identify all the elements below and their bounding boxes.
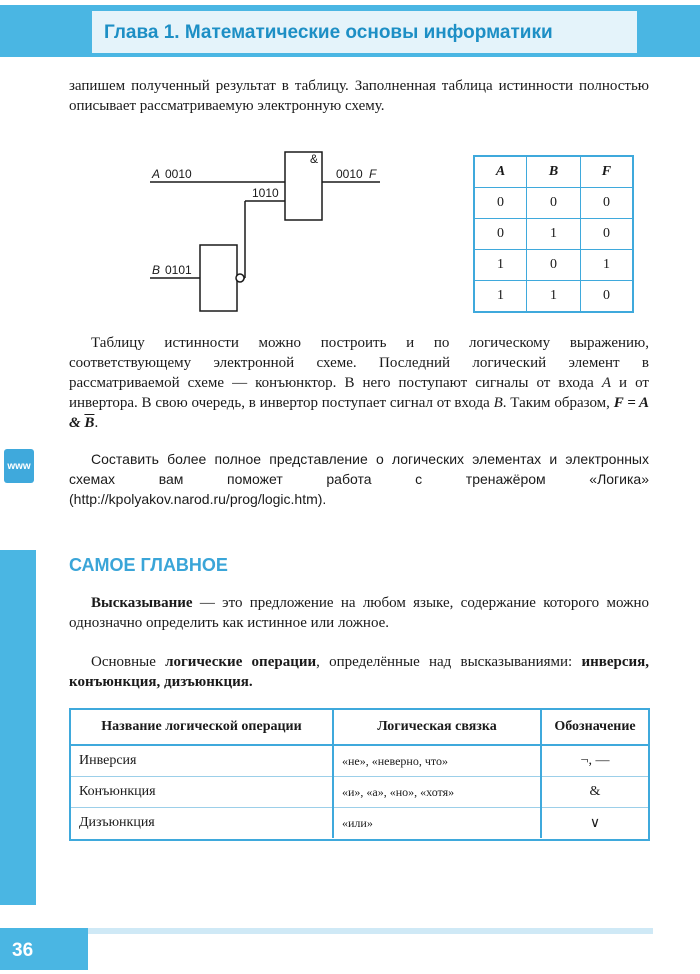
section-heading: САМОЕ ГЛАВНОЕ: [69, 555, 228, 575]
explanation-text-3: . Таким образом,: [502, 395, 614, 411]
ops-table-row: [71, 745, 648, 777]
truth-cell: 1: [475, 281, 527, 311]
and-gate-symbol: &: [310, 152, 319, 166]
truth-cell: 0: [580, 281, 632, 311]
www-icon: www: [4, 449, 34, 483]
logic-circuit-diagram: [140, 145, 400, 325]
variable-a: A: [601, 375, 611, 391]
ops-cell-name: Инверсия: [71, 745, 333, 777]
output-value: 0010: [336, 167, 363, 181]
inverted-value: 1010: [252, 186, 279, 200]
ops-table-header-row: [71, 710, 648, 745]
ops-text-mid: , определённые над высказываниями:: [316, 654, 582, 670]
definition-text: — это предложение на любом языке, содержание которого можно однозначно определить как истинное или ложное.: [69, 595, 649, 631]
ops-table-row: [71, 777, 648, 808]
ops-term: логические операции: [165, 654, 317, 670]
side-accent-bar: [0, 550, 36, 905]
operations-table: [69, 708, 650, 841]
truth-header-f: F: [580, 157, 632, 187]
ops-header-name: Название логической операции: [71, 710, 333, 745]
ops-cell-connective: «или»: [333, 808, 541, 839]
page-number: 36: [12, 940, 34, 961]
footer-line: [88, 928, 653, 934]
truth-table-header-row: [475, 157, 632, 187]
truth-header-a: A: [475, 157, 527, 187]
input-b-label: B: [152, 263, 161, 277]
truth-table-row: [475, 218, 632, 249]
formula-negated-b: $\overline{B}$: [84, 415, 95, 431]
truth-cell: 0: [475, 218, 527, 249]
ops-cell-connective: «не», «неверно, что»: [333, 745, 541, 777]
definition-paragraph: [69, 593, 649, 633]
ops-header-symbol: Обозначение: [541, 710, 648, 745]
truth-cell: 0: [475, 187, 527, 218]
ops-text-start: Основные: [91, 654, 166, 670]
truth-cell: 1: [580, 250, 632, 281]
ops-header-connective: Логическая связка: [333, 710, 541, 745]
www-note: Составить более полное представление о логических элементах и электронных схемах вам поможет работа с тренажёром «Логика» (http://kpolyakov.narod.ru/prog/logic.htm).: [69, 451, 649, 507]
ops-cell-name: Дизъюнкция: [71, 808, 333, 839]
chapter-title: Глава 1. Математические основы информатики: [104, 22, 553, 43]
ops-table-row: [71, 808, 648, 839]
truth-table-row: [475, 281, 632, 311]
truth-cell: 1: [475, 250, 527, 281]
ops-cell-connective: «и», «а», «но», «хотя»: [333, 777, 541, 808]
input-a-value: 0010: [165, 167, 192, 181]
ops-cell-symbol: ¬, —: [541, 745, 648, 777]
truth-cell: 0: [527, 187, 581, 218]
formula-end: .: [94, 415, 99, 431]
truth-table-row: [475, 187, 632, 218]
truth-cell: 1: [527, 218, 581, 249]
ops-list: инверсия, конъюнкция, дизъюнкция.: [69, 654, 649, 690]
variable-b: B: [493, 395, 503, 411]
truth-table-row: [475, 250, 632, 281]
truth-cell: 1: [527, 281, 581, 311]
explanation-text-1: Таблицу истинности можно построить и по логическому выражению, соответствующему электронной схеме. Последний логический элемент в рассматриваемой схеме — конъюнктор. В него поступают сигналы от входа: [69, 335, 649, 391]
explanation-paragraph: [69, 333, 649, 433]
truth-cell: 0: [580, 218, 632, 249]
output-label: F: [369, 167, 377, 181]
truth-cell: 0: [527, 250, 581, 281]
ops-cell-symbol: &: [541, 777, 648, 808]
truth-table: [473, 155, 634, 313]
input-b-value: 0101: [165, 263, 192, 277]
not-gate-bubble: [236, 274, 244, 282]
intro-paragraph: запишем полученный результат в таблицу. Заполненная таблица истинности полностью описывает рассматриваемую электронную схему.: [69, 78, 649, 114]
truth-header-b: B: [527, 157, 581, 187]
term-statement: Высказывание: [91, 595, 193, 611]
truth-cell: 0: [580, 187, 632, 218]
operations-paragraph: [69, 652, 649, 692]
not-gate: [200, 245, 237, 311]
chapter-header: [0, 0, 700, 60]
formula-lhs: F = A &: [69, 395, 649, 431]
explanation-text-2: и от инвертора. В свою очередь, в инвертор поступает сигнал от входа: [69, 375, 649, 411]
input-a-label: A: [152, 167, 161, 181]
ops-cell-name: Конъюнкция: [71, 777, 333, 808]
ops-cell-symbol: ∨: [541, 808, 648, 839]
